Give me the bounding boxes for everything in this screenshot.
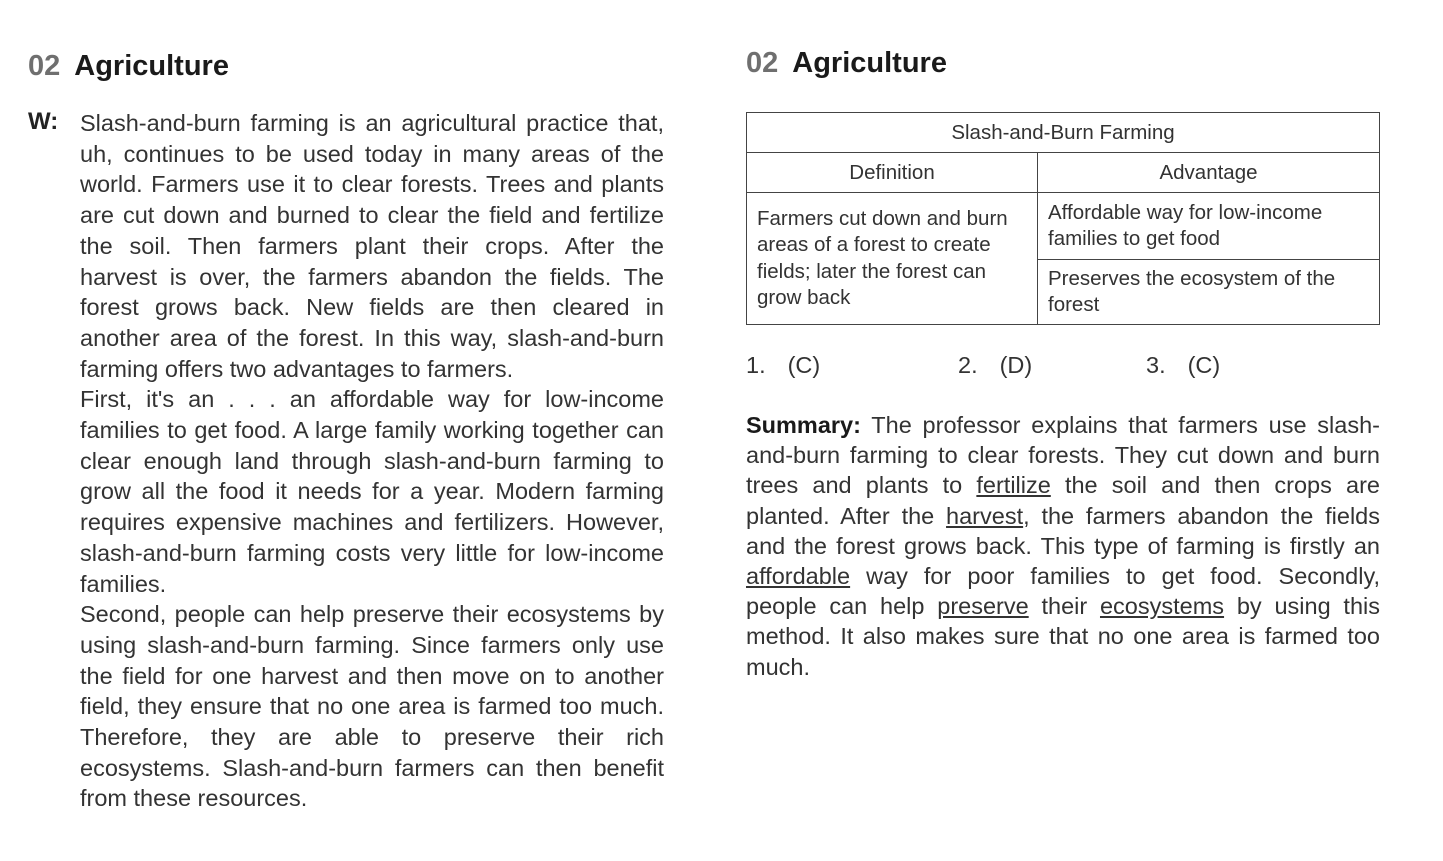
transcript-paragraph: First, it's an . . . an affordable way for low-income families to get food. A large family working together can clear enough land through slash-and-burn farming to grow all the food it needs for a year. Modern farming requires expensive machines and fertilizers. However, slash-and-burn farming costs very little for low-income families. <box>80 386 664 597</box>
advantage-cell: Preserves the ecosystem of the forest <box>1038 260 1380 325</box>
answer-choice: (D) <box>999 352 1033 378</box>
summary-text: The professor explains that farmers use slash-and-burn farming to clear forests. They cut down and burn trees and plants to <box>746 412 1380 499</box>
answer-number: 2. <box>958 352 978 378</box>
answer-item <box>746 352 820 379</box>
summary-text: the soil and then crops are planted. After the <box>746 472 1380 529</box>
section-title: Agriculture <box>74 50 229 82</box>
lecture-transcript <box>80 108 664 814</box>
underlined-term: preserve <box>937 593 1029 620</box>
answer-number: 3. <box>1146 352 1166 378</box>
advantage-cell: Affordable way for low-income families to get food <box>1038 193 1380 260</box>
column-header-definition: Definition <box>747 153 1038 193</box>
column-header-advantage: Advantage <box>1038 153 1380 193</box>
underlined-term: ecosystems <box>1099 593 1225 620</box>
summary-text: their <box>1028 593 1100 620</box>
answer-choice: (C) <box>787 352 821 378</box>
transcript-paragraph: Second, people can help preserve their ecosystems by using slash-and-burn farming. Since farmers only use the field for one harvest and then move on to another field, they ensure that no one area is farmed too much. Therefore, they are able to preserve their rich ecosystems. Slash-and-burn farmers can then benefit from these resources. <box>80 601 664 812</box>
underlined-term: affordable <box>746 563 851 590</box>
summary-text: by using this method. It also makes sure that no one area is farmed too much. <box>746 593 1380 680</box>
table-title: Slash-and-Burn Farming <box>747 113 1380 153</box>
left-section-heading <box>28 50 229 83</box>
section-number: 02 <box>28 50 61 82</box>
underlined-term: harvest <box>946 502 1024 529</box>
underlined-term: fertilize <box>976 472 1051 499</box>
answer-item <box>1146 352 1220 379</box>
summary-table <box>746 112 1380 325</box>
speaker-label: W: <box>28 108 59 135</box>
section-title: Agriculture <box>792 47 947 79</box>
right-section-heading <box>746 47 947 80</box>
answer-number: 1. <box>746 352 766 378</box>
definition-cell: Farmers cut down and burn areas of a forest to create fields; later the forest can grow back <box>747 193 1038 325</box>
section-number: 02 <box>746 47 779 79</box>
answer-item <box>958 352 1032 379</box>
answer-choice: (C) <box>1187 352 1221 378</box>
summary-paragraph <box>746 410 1380 682</box>
summary-text: way for poor families to get food. Secondly, people can help <box>746 563 1380 620</box>
summary-text: , the farmers abandon the fields and the forest grows back. This type of farming is firstly an <box>746 502 1380 559</box>
summary-label: Summary: <box>746 412 861 438</box>
transcript-paragraph: Slash-and-burn farming is an agricultural practice that, uh, continues to be used today in many areas of the world. Farmers use it to clear forests. Trees and plants are cut down and burned to clear the field and fertilize the soil. Then farmers plant their crops. After the harvest is over, the farmers abandon the fields. The forest grows back. New fields are then cleared in another area of the forest. In this way, slash-and-burn farming offers two advantages to farmers. <box>80 110 664 382</box>
